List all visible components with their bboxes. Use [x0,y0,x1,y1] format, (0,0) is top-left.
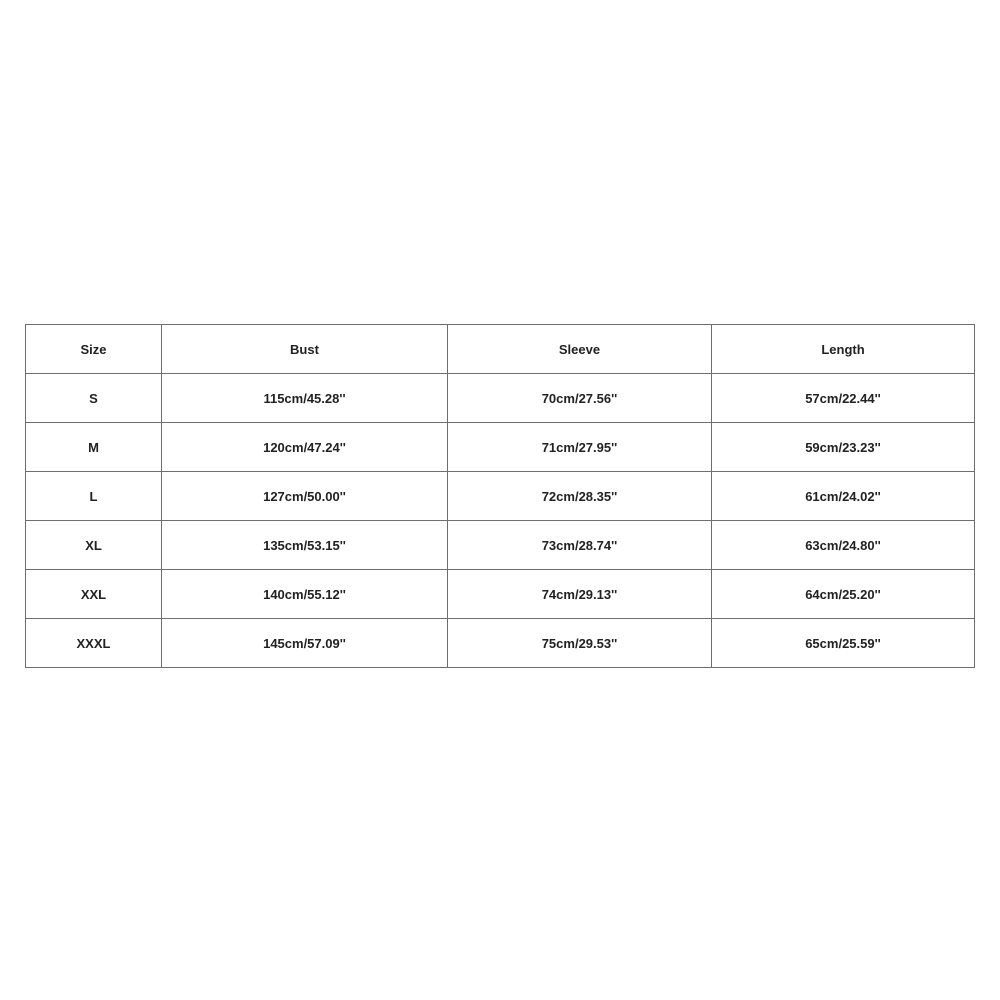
table-header-row [26,325,975,374]
table-row [26,521,975,570]
header-size: Size [26,325,162,374]
table-row [26,423,975,472]
header-sleeve: Sleeve [448,325,712,374]
size-chart-table [25,324,975,668]
sleeve-cell: 71cm/27.95'' [448,423,712,472]
length-cell: 64cm/25.20'' [712,570,975,619]
bust-cell: 120cm/47.24'' [162,423,448,472]
table-row [26,472,975,521]
table-row [26,374,975,423]
header-length: Length [712,325,975,374]
size-cell: XXXL [26,619,162,668]
sleeve-cell: 74cm/29.13'' [448,570,712,619]
length-cell: 57cm/22.44'' [712,374,975,423]
bust-cell: 115cm/45.28'' [162,374,448,423]
size-cell: XXL [26,570,162,619]
size-cell: M [26,423,162,472]
sleeve-cell: 70cm/27.56'' [448,374,712,423]
length-cell: 61cm/24.02'' [712,472,975,521]
length-cell: 59cm/23.23'' [712,423,975,472]
bust-cell: 140cm/55.12'' [162,570,448,619]
length-cell: 63cm/24.80'' [712,521,975,570]
size-cell: S [26,374,162,423]
size-cell: XL [26,521,162,570]
table-row [26,570,975,619]
sleeve-cell: 72cm/28.35'' [448,472,712,521]
table-row [26,619,975,668]
bust-cell: 135cm/53.15'' [162,521,448,570]
bust-cell: 145cm/57.09'' [162,619,448,668]
size-cell: L [26,472,162,521]
header-bust: Bust [162,325,448,374]
length-cell: 65cm/25.59'' [712,619,975,668]
sleeve-cell: 75cm/29.53'' [448,619,712,668]
sleeve-cell: 73cm/28.74'' [448,521,712,570]
bust-cell: 127cm/50.00'' [162,472,448,521]
